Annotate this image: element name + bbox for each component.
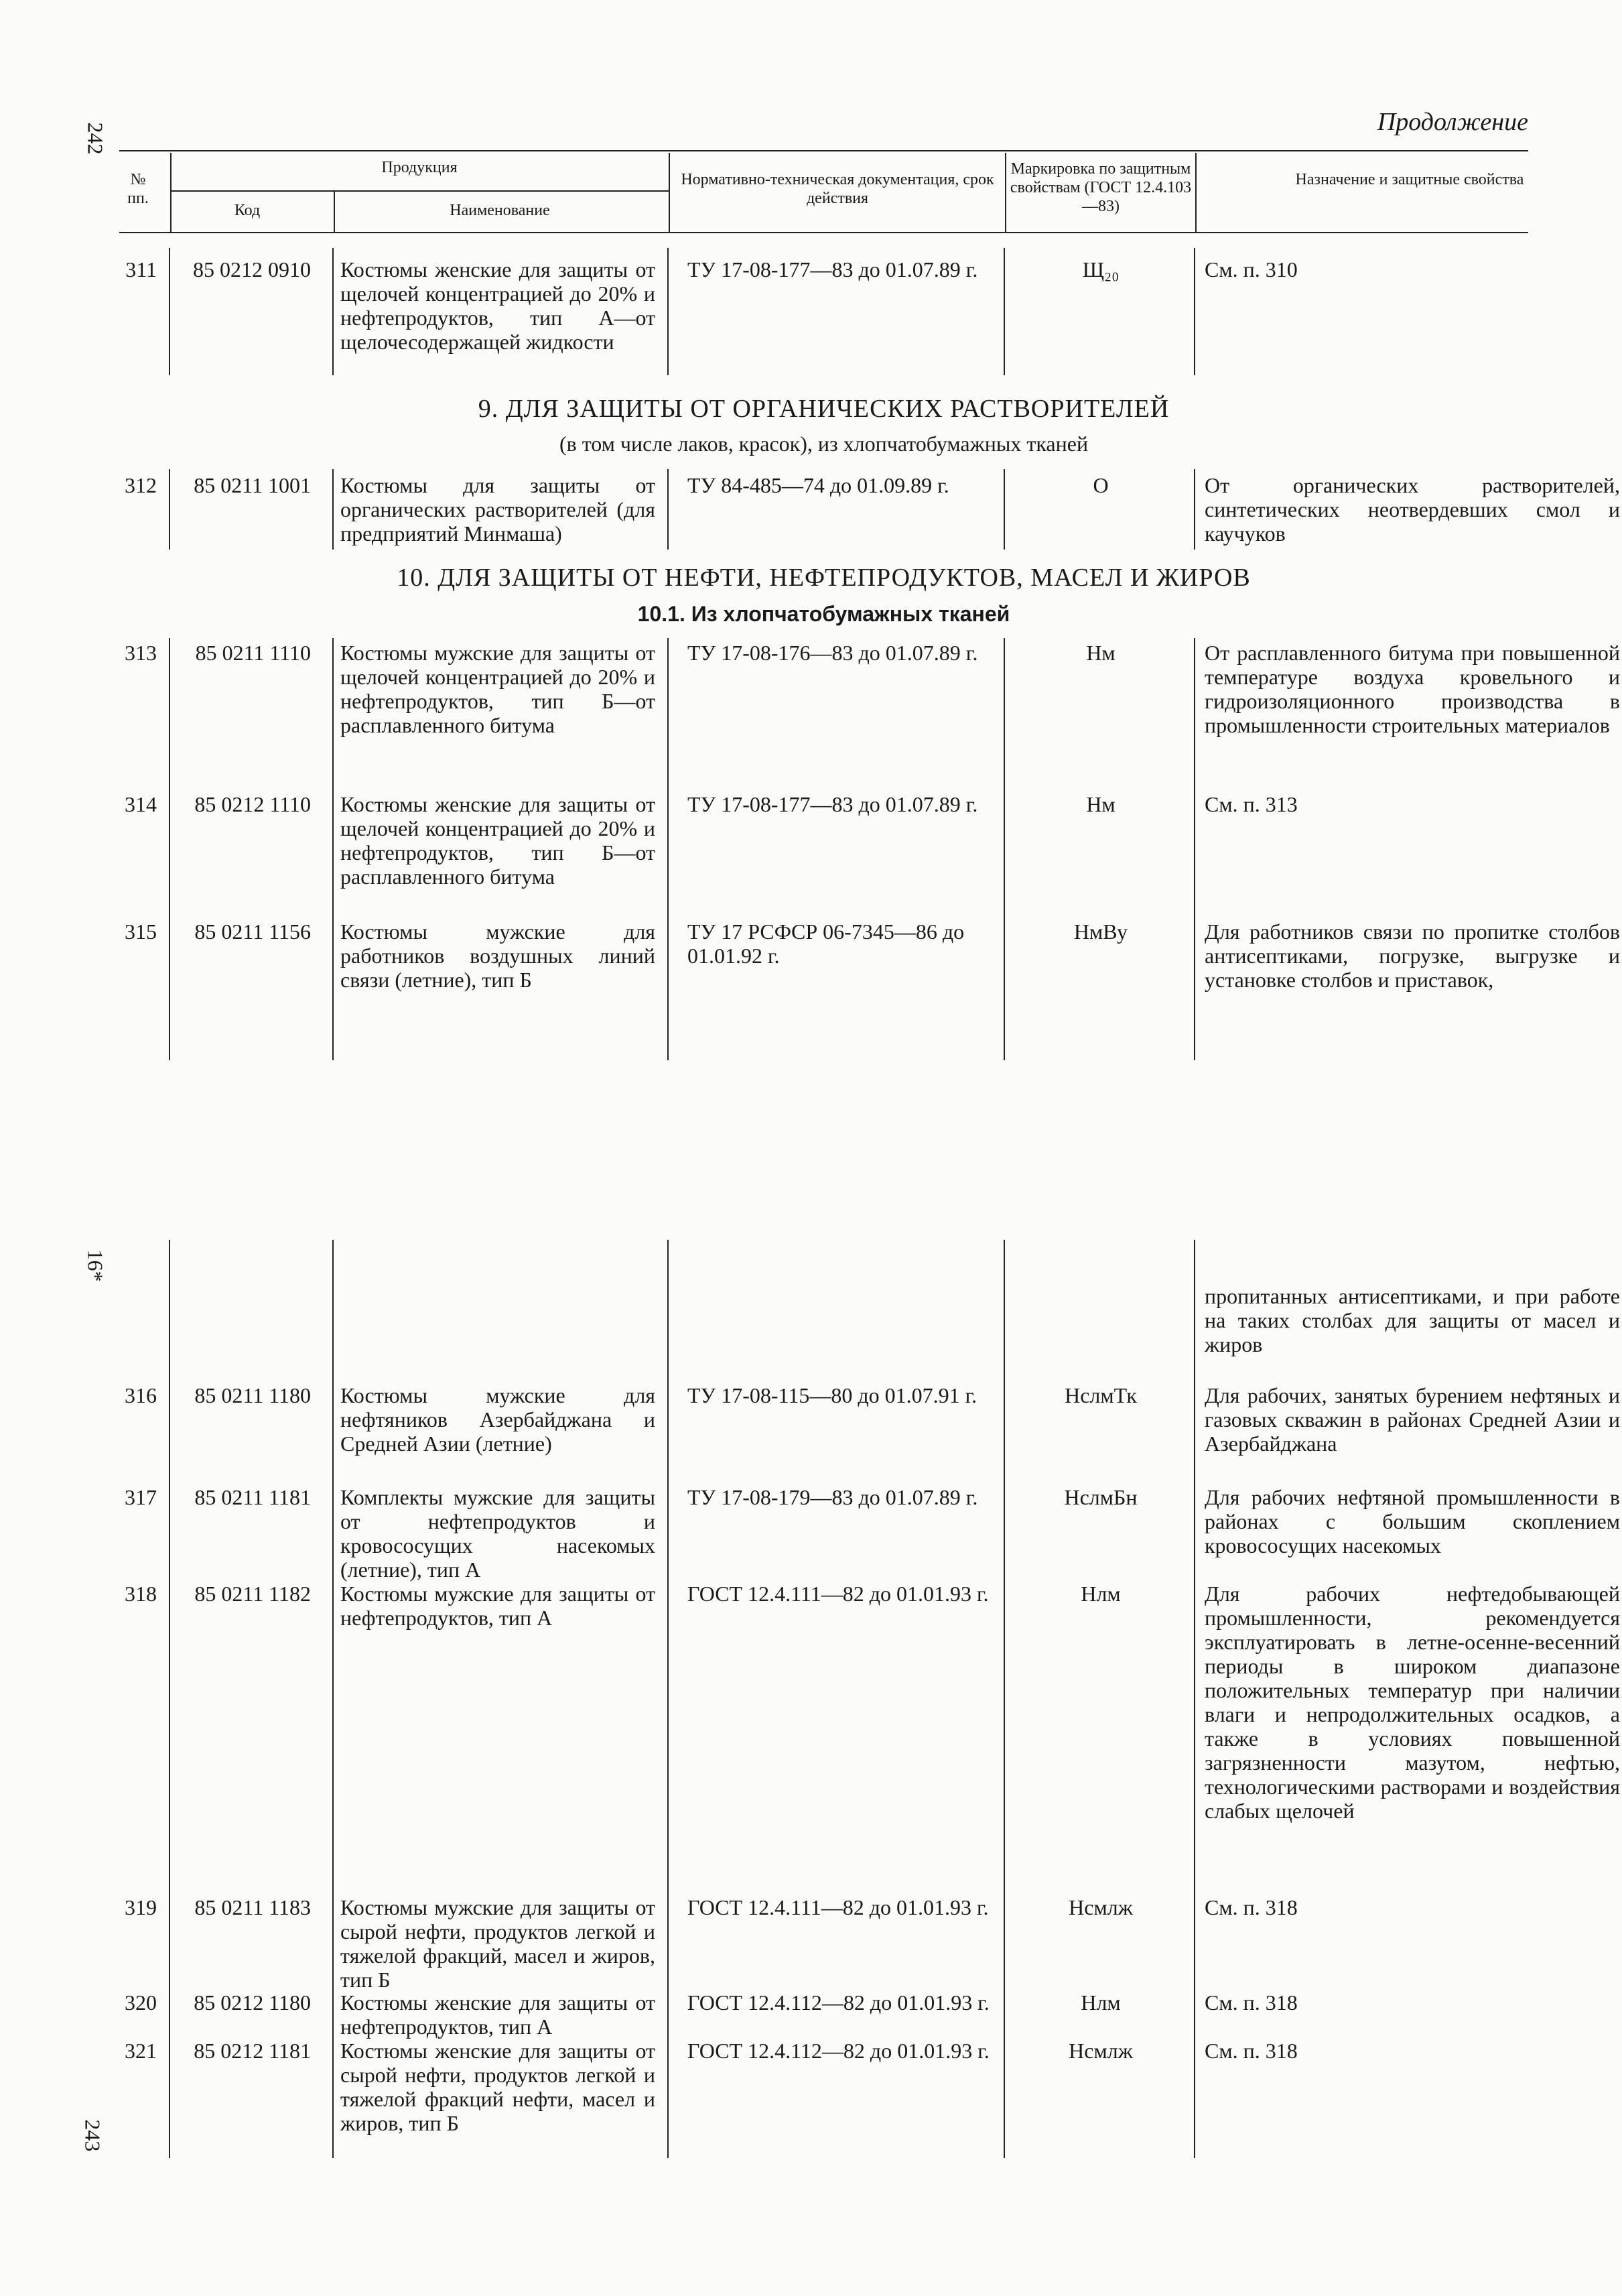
section-9-subtitle: (в том числе лаков, красок), из хлопчатобумажных тканей: [559, 432, 1089, 456]
row-doc: ТУ 17-08-177—83 до 01.07.89 г.: [687, 792, 978, 816]
table-row: [119, 1895, 1528, 1992]
row-purpose: Для рабочих, занятых бурением нефтяных и газовых скважин в районах Средней Азии и Азербайджана: [1205, 1383, 1620, 1456]
row-marking: Нм: [1086, 792, 1116, 816]
header-product: Продукция: [381, 159, 458, 176]
row-purpose: См. п. 318: [1205, 2039, 1298, 2063]
row-code: 85 0211 1001: [194, 473, 311, 497]
row-marking: Нлм: [1081, 1990, 1121, 2015]
row-name: Костюмы для защиты от органических растворителей (для предприятий Минмаша): [340, 473, 655, 546]
row-name: Костюмы мужские для нефтяников Азербайджана и Средней Азии (летние): [340, 1383, 655, 1456]
row-marking: НслмТк: [1065, 1383, 1137, 1407]
row-name: Костюмы мужские для защиты от щелочей концентрацией до 20% и нефтепродуктов, тип Б—от расплавленного битума: [340, 641, 655, 737]
row-number: 321: [125, 2039, 157, 2063]
table-row: [119, 1990, 1528, 2037]
row-name: Костюмы женские для защиты от щелочей концентрацией до 20% и нефтепродуктов, тип А—от щелочесодержащей жидкости: [340, 257, 655, 354]
row-name: Костюмы женские для защиты от нефтепродуктов, тип А: [340, 1990, 655, 2039]
page-number-signature: 16*: [83, 1249, 108, 1282]
row-doc: ГОСТ 12.4.111—82 до 01.01.93 г.: [687, 1582, 989, 1606]
header-no: № пп.: [127, 171, 149, 207]
row-doc: ГОСТ 12.4.112—82 до 01.01.93 г.: [687, 1990, 990, 2015]
row-doc: ТУ 84-485—74 до 01.09.89 г.: [687, 473, 949, 497]
row-name: Костюмы мужские для защиты от нефтепродуктов, тип А: [340, 1582, 655, 1630]
row-code: 85 0211 1182: [194, 1582, 311, 1606]
row-doc: ТУ 17-08-176—83 до 01.07.89 г.: [687, 641, 978, 665]
table-row: [119, 792, 1528, 913]
table-row: [119, 2039, 1528, 2173]
row-number: 315: [125, 919, 157, 944]
row-number: 316: [125, 1383, 157, 1407]
table-row-continuation: [119, 1284, 1620, 1398]
row-purpose: От органических растворителей, синтетических неотвердевших смол и каучуков: [1205, 473, 1620, 546]
row-number: 318: [125, 1582, 157, 1606]
table-header-rule: [119, 232, 1528, 233]
page-243: [0, 1226, 1622, 2296]
table-row: [119, 1485, 1620, 1582]
section-10-title: 10. ДЛЯ ЗАЩИТЫ ОТ НЕФТИ, НЕФТЕПРОДУКТОВ, МАСЕЛ И ЖИРОВ: [397, 564, 1251, 592]
table-row: [119, 257, 1528, 378]
row-name: Комплекты мужские для защиты от нефтепродуктов и кровососущих насекомых (летние), тип А: [340, 1485, 655, 1582]
row-code: 85 0212 1181: [194, 2039, 311, 2063]
row-code: 85 0211 1181: [194, 1485, 311, 1509]
page-242: [0, 0, 1622, 1099]
table-row: [119, 641, 1620, 788]
row-number: 314: [125, 792, 157, 816]
row-number: 312: [125, 473, 157, 497]
row-code: 85 0212 0910: [193, 257, 311, 281]
table-row: [119, 473, 1620, 547]
row-code: 85 0211 1183: [194, 1895, 311, 1919]
row-purpose: От расплавленного битума при повышенной температуре воздуха кровельного и гидроизоляционного производства в промышленности строительных материалов: [1205, 641, 1620, 737]
row-name: Костюмы мужские для защиты от сырой нефти, продуктов легкой и тяжелой фракций, масел и жиров, тип Б: [340, 1895, 655, 1992]
row-doc: ГОСТ 12.4.111—82 до 01.01.93 г.: [687, 1895, 989, 1919]
row-marking: О: [1093, 473, 1109, 497]
continuation-label: Продолжение: [1377, 108, 1528, 136]
row-purpose: См. п. 310: [1205, 257, 1298, 281]
header-purpose: Назначение и защитные свойства: [1295, 171, 1524, 188]
row-marking: НмВу: [1073, 919, 1128, 944]
row-code: 85 0211 1156: [194, 919, 311, 944]
table-header: [119, 153, 1528, 233]
header-code: Код: [234, 202, 261, 219]
section-9-title: 9. ДЛЯ ЗАЩИТЫ ОТ ОРГАНИЧЕСКИХ РАСТВОРИТЕЛЕЙ: [478, 395, 1170, 423]
row-purpose: См. п. 318: [1205, 1895, 1298, 1919]
row-marking: НслмБн: [1064, 1485, 1138, 1509]
row-name: Костюмы мужские для работников воздушных линий связи (летние), тип Б: [340, 919, 655, 992]
table-row: [119, 1582, 1620, 1876]
row-marking: Нлм: [1081, 1582, 1121, 1606]
table-top-rule: [119, 150, 1528, 151]
row-purpose: Для рабочих нефтедобывающей промышленности, рекомендуется эксплуатировать в летне-осенне-весенний периоды в широком диапазоне положительных температур при наличии влаги и непродолжительных осадков, а также в условиях повышенной загрязненности мазутом, нефтью, технологическими растворами и воздействия слабых щелочей: [1205, 1582, 1620, 1823]
row-number: 319: [125, 1895, 157, 1919]
row-marking: Нсмлж: [1069, 2039, 1133, 2063]
row-name: Костюмы женские для защиты от щелочей концентрацией до 20% и нефтепродуктов, тип Б—от расплавленного битума: [340, 792, 655, 889]
row-code: 85 0212 1110: [194, 792, 311, 816]
row-purpose: См. п. 313: [1205, 792, 1298, 816]
row-doc: ТУ 17-08-115—80 до 01.07.91 г.: [687, 1383, 977, 1407]
row-code: 85 0211 1180: [194, 1383, 311, 1407]
row-marking: Нсмлж: [1069, 1895, 1133, 1919]
row-number: 311: [125, 257, 157, 281]
row-marking: Нм: [1086, 641, 1116, 665]
row-number: 320: [125, 1990, 157, 2015]
header-marking: Маркировка по защитным свойствам (ГОСТ 12.4.103—83): [1010, 160, 1192, 215]
section-10-1-title: 10.1. Из хлопчатобумажных тканей: [637, 602, 1010, 626]
row-marking: Щ₂₀: [1082, 257, 1120, 281]
row-name: Костюмы женские для защиты от сырой нефти, продуктов легкой и тяжелой фракций нефти, масел и жиров, тип Б: [340, 2039, 655, 2135]
table-row: [119, 919, 1620, 1054]
row-code: 85 0212 1180: [194, 1990, 311, 2015]
table-row: [119, 1383, 1620, 1477]
row-number: 313: [125, 641, 157, 665]
page-number-bottom: 243: [80, 2119, 105, 2152]
row-number: 317: [125, 1485, 157, 1509]
row-purpose: Для рабочих нефтяной промышленности в районах с большим скоплением кровососущих насекомых: [1205, 1485, 1620, 1557]
row-doc: ТУ 17-08-179—83 до 01.07.89 г.: [687, 1485, 978, 1509]
row-code: 85 0211 1110: [195, 641, 311, 665]
row-purpose: пропитанных антисептиками, и при работе на таких столбах для защиты от масел и жиров: [1205, 1284, 1620, 1356]
row-doc: ТУ 17 РСФСР 06-7345—86 до 01.01.92 г.: [687, 919, 965, 968]
row-doc: ТУ 17-08-177—83 до 01.07.89 г.: [687, 257, 978, 281]
header-name: Наименование: [450, 202, 550, 219]
row-doc: ГОСТ 12.4.112—82 до 01.01.93 г.: [687, 2039, 990, 2063]
row-purpose: См. п. 318: [1205, 1990, 1298, 2015]
header-doc: Нормативно-техническая документация, срок действия: [681, 171, 994, 207]
row-purpose: Для работников связи по пропитке столбов антисептиками, погрузке, выгрузке и установке столбов и приставок,: [1205, 919, 1620, 992]
page-number-top: 242: [83, 122, 108, 155]
